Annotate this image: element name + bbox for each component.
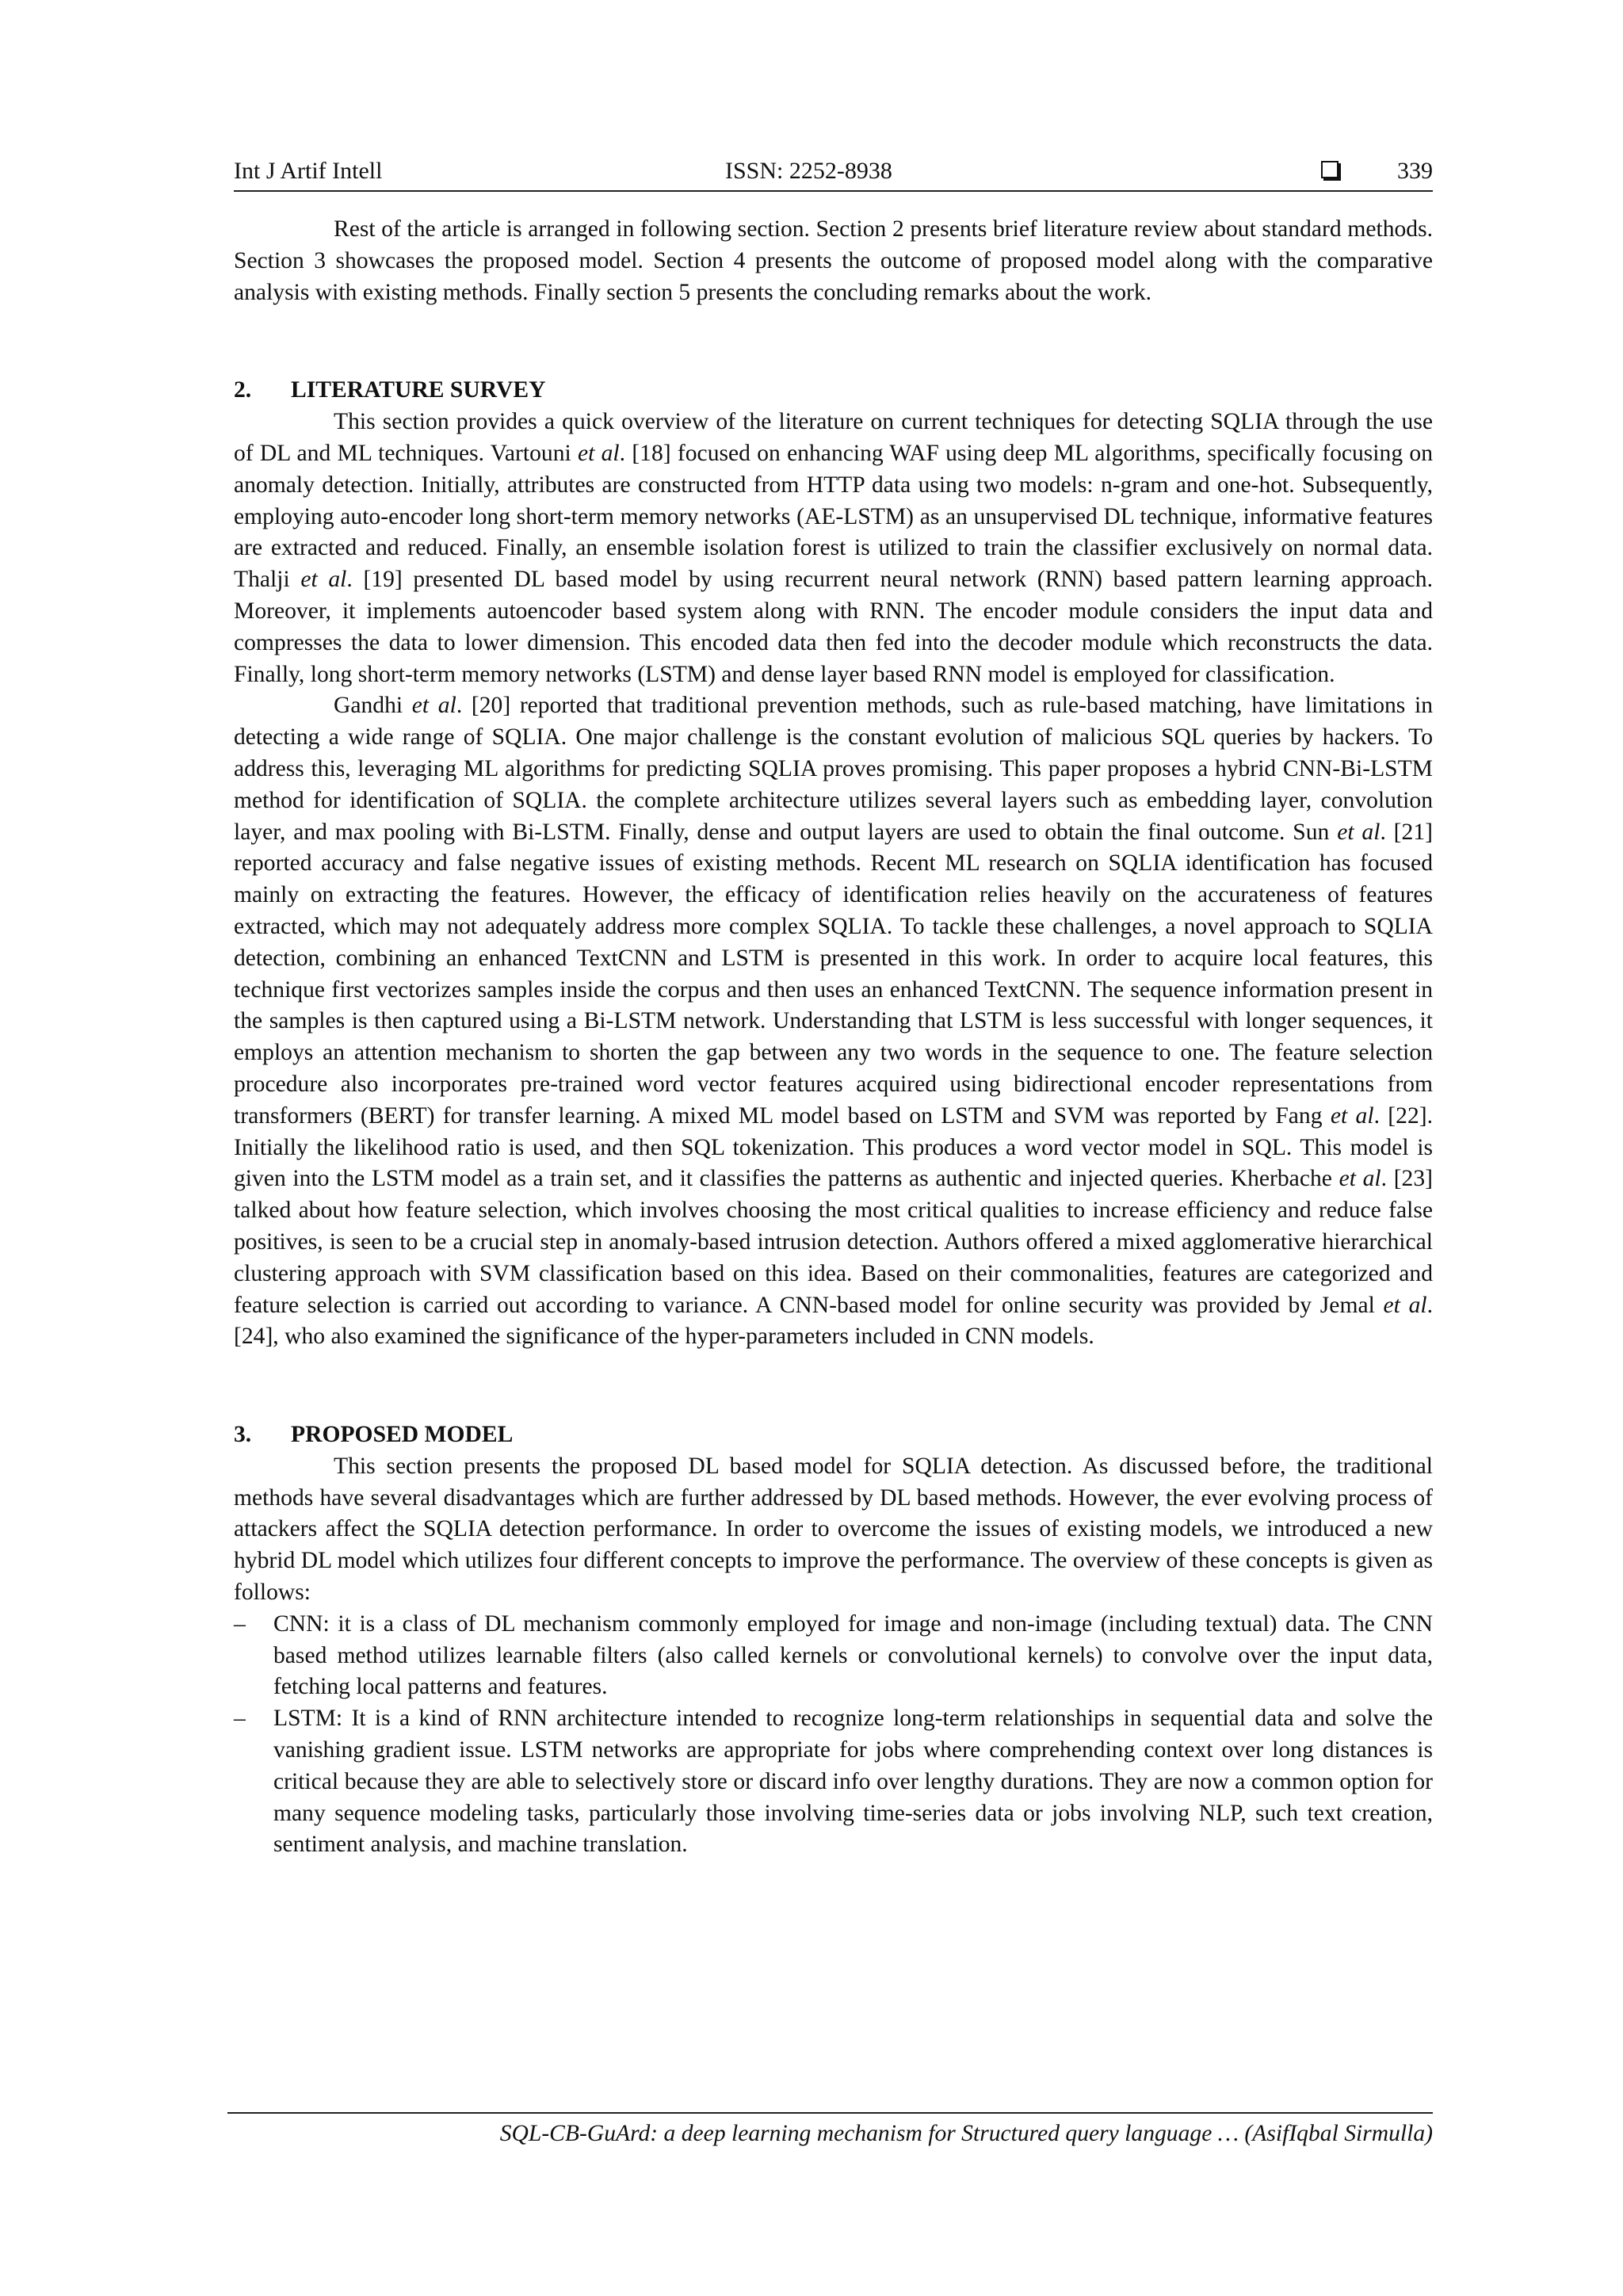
section-3-title: PROPOSED MODEL (291, 1422, 514, 1448)
section-2-paragraph-1 (234, 407, 1433, 690)
text-run: Gandhi (334, 693, 412, 719)
issn: ISSN: 2252-8938 (725, 158, 892, 184)
checkbox-square-icon (1321, 161, 1338, 178)
list-item (234, 1703, 1433, 1861)
footer-rule (227, 2112, 1433, 2114)
page-number: 339 (1397, 158, 1433, 184)
section-gap (234, 1353, 1433, 1419)
et-al: et al (300, 567, 347, 593)
text-run: . [19] presented DL based model by using recurrent neural network (RNN) based pattern learning approach. Moreover, it implements autoencoder based system along with RNN. The encoder module considers the input data and compresses the data to lower dimension. This encoded data then fed into the decoder module which reconstructs the data. Finally, long short-term memory networks (LSTM) and dense layer based RNN model is employed for classification. (234, 567, 1434, 687)
intro-paragraph: Rest of the article is arranged in following section. Section 2 presents brief literature review about standard methods. Section 3 showcases the proposed model. Section 4 presents the outcome of proposed model along with the comparative analysis with existing methods. Finally section 5 presents the concluding remarks about the work. (234, 216, 1433, 305)
text-run: This section provides a quick overview of the literature on current techniques for detecting SQLIA through the use of DL and ML techniques. Vartouni (234, 409, 1433, 466)
section-2-heading (234, 375, 1433, 407)
section-3-paragraph-1: This section presents the proposed DL based model for SQLIA detection. As discussed before, the traditional methods have several disadvantages which are further addressed by DL based methods. However, the ever evolving process of attackers affect the SQLIA detection performance. In order to overcome the issues of existing models, we introduced a new hybrid DL model which utilizes four different concepts to improve the performance. The overview of these concepts is given as follows: (234, 1453, 1433, 1606)
list-item-text: LSTM: It is a kind of RNN architecture intended to recognize long-term relationships in sequential data and solve the vanishing gradient issue. LSTM networks are appropriate for jobs where comprehending context over long distances is critical because they are able to selectively store or discard info over lengthy durations. They are now a common option for many sequence modeling tasks, particularly those involving time-series data or jobs involving NLP, such text creation, sentiment analysis, and machine translation. (273, 1706, 1433, 1858)
section-2-title: LITERATURE SURVEY (291, 377, 546, 403)
bullet-dash: – (234, 1610, 246, 1637)
page-body (234, 214, 1433, 1861)
text-run: . [18] focused on enhancing WAF using deep ML algorithms, specifically focusing on anomaly detection. Initially, attributes are constructed from HTTP data using two models: n-gram and one-hot. Subsequently, employing auto-encoder long short-term memory networks (AE-LSTM) as an unsupervised DL technique, informative features are extracted and reduced. Finally, an ensemble isolation forest is utilized to train the classifier exclusively on normal data. Thalji (234, 440, 1433, 593)
text-run: . [21] reported accuracy and false negative issues of existing methods. Recent ML research on SQLIA identification has focused mainly on extracting the features. However, the efficacy of identification relies heavily on the accurateness of features extracted, which may not adequately address more complex SQLIA. To tackle these challenges, a novel approach to SQLIA detection, combining an enhanced TextCNN and LSTM is presented in this work. In order to acquire local features, this technique first vectorizes samples inside the corpus and then uses an enhanced TextCNN. The sequence information present in the samples is then captured using a Bi-LSTM network. Understanding that LSTM is less successful with longer sequences, it employs an attention mechanism to shorten the gap between any two words in the sequence to one. The feature selection procedure also incorporates pre-trained word vector features acquired using bidirectional encoder representations from transformers (BERT) for transfer learning. A mixed ML model based on LSTM and SVM was reported by Fang (234, 819, 1433, 1129)
page-header (234, 155, 1433, 192)
section-gap (234, 308, 1433, 375)
et-al: et al (1337, 819, 1381, 845)
text-run: . [23] talked about how feature selection, which involves choosing the most critical qualities to increase efficiency and reduce false positives, is seen to be a crucial step in anomaly-based intrusion detection. Authors offered a mixed agglomerative hierarchical clustering approach with SVM classification based on this idea. Based on their commonalities, features are categorized and feature selection is carried out according to variance. A CNN-based model for online security was provided by Jemal (234, 1166, 1433, 1318)
running-footer: SQL-CB-GuArd: a deep learning mechanism for Structured query language … (AsifIqbal Sirmulla) (499, 2121, 1433, 2146)
section-2-paragraph-2 (234, 690, 1433, 1353)
text-run: . [22]. Initially the likelihood ratio is used, and then SQL tokenization. This produces a word vector model in SQL. This model is given into the LSTM model as a train set, and it classifies the patterns as authentic and injected queries. Kherbache (234, 1102, 1433, 1192)
et-al: et al (578, 440, 620, 466)
et-al: et al (1338, 1166, 1381, 1192)
concept-list (234, 1609, 1433, 1861)
section-3-heading (234, 1419, 1433, 1451)
text-run: . [20] reported that traditional prevention methods, such as rule-based matching, have limitations in detecting a wide range of SQLIA. One major challenge is the constant evolution of malicious SQL queries by hackers. To address this, leveraging ML algorithms for predicting SQLIA proves promising. This paper proposes a hybrid CNN-Bi-LSTM method for identification of SQLIA. the complete architecture utilizes several layers such as embedding layer, convolution layer, and max pooling with Bi-LSTM. Finally, dense and output layers are used to obtain the final outcome. Sun (234, 693, 1433, 845)
et-al: et al (1330, 1102, 1374, 1129)
et-al: et al (1383, 1292, 1427, 1318)
et-al: et al (411, 693, 456, 719)
list-item (234, 1609, 1433, 1703)
section-2-number: 2. (234, 377, 252, 403)
list-item-text: CNN: it is a class of DL mechanism commonly employed for image and non-image (including textual) data. The CNN based method utilizes learnable filters (also called kernels or convolutional kernels) to convolve over the input data, fetching local patterns and features. (273, 1610, 1433, 1700)
section-3-number: 3. (234, 1422, 252, 1448)
text-run: . [24], who also examined the significance of the hyper-parameters included in CNN models. (234, 1292, 1433, 1350)
journal-name: Int J Artif Intell (234, 158, 383, 184)
bullet-dash: – (234, 1706, 246, 1732)
